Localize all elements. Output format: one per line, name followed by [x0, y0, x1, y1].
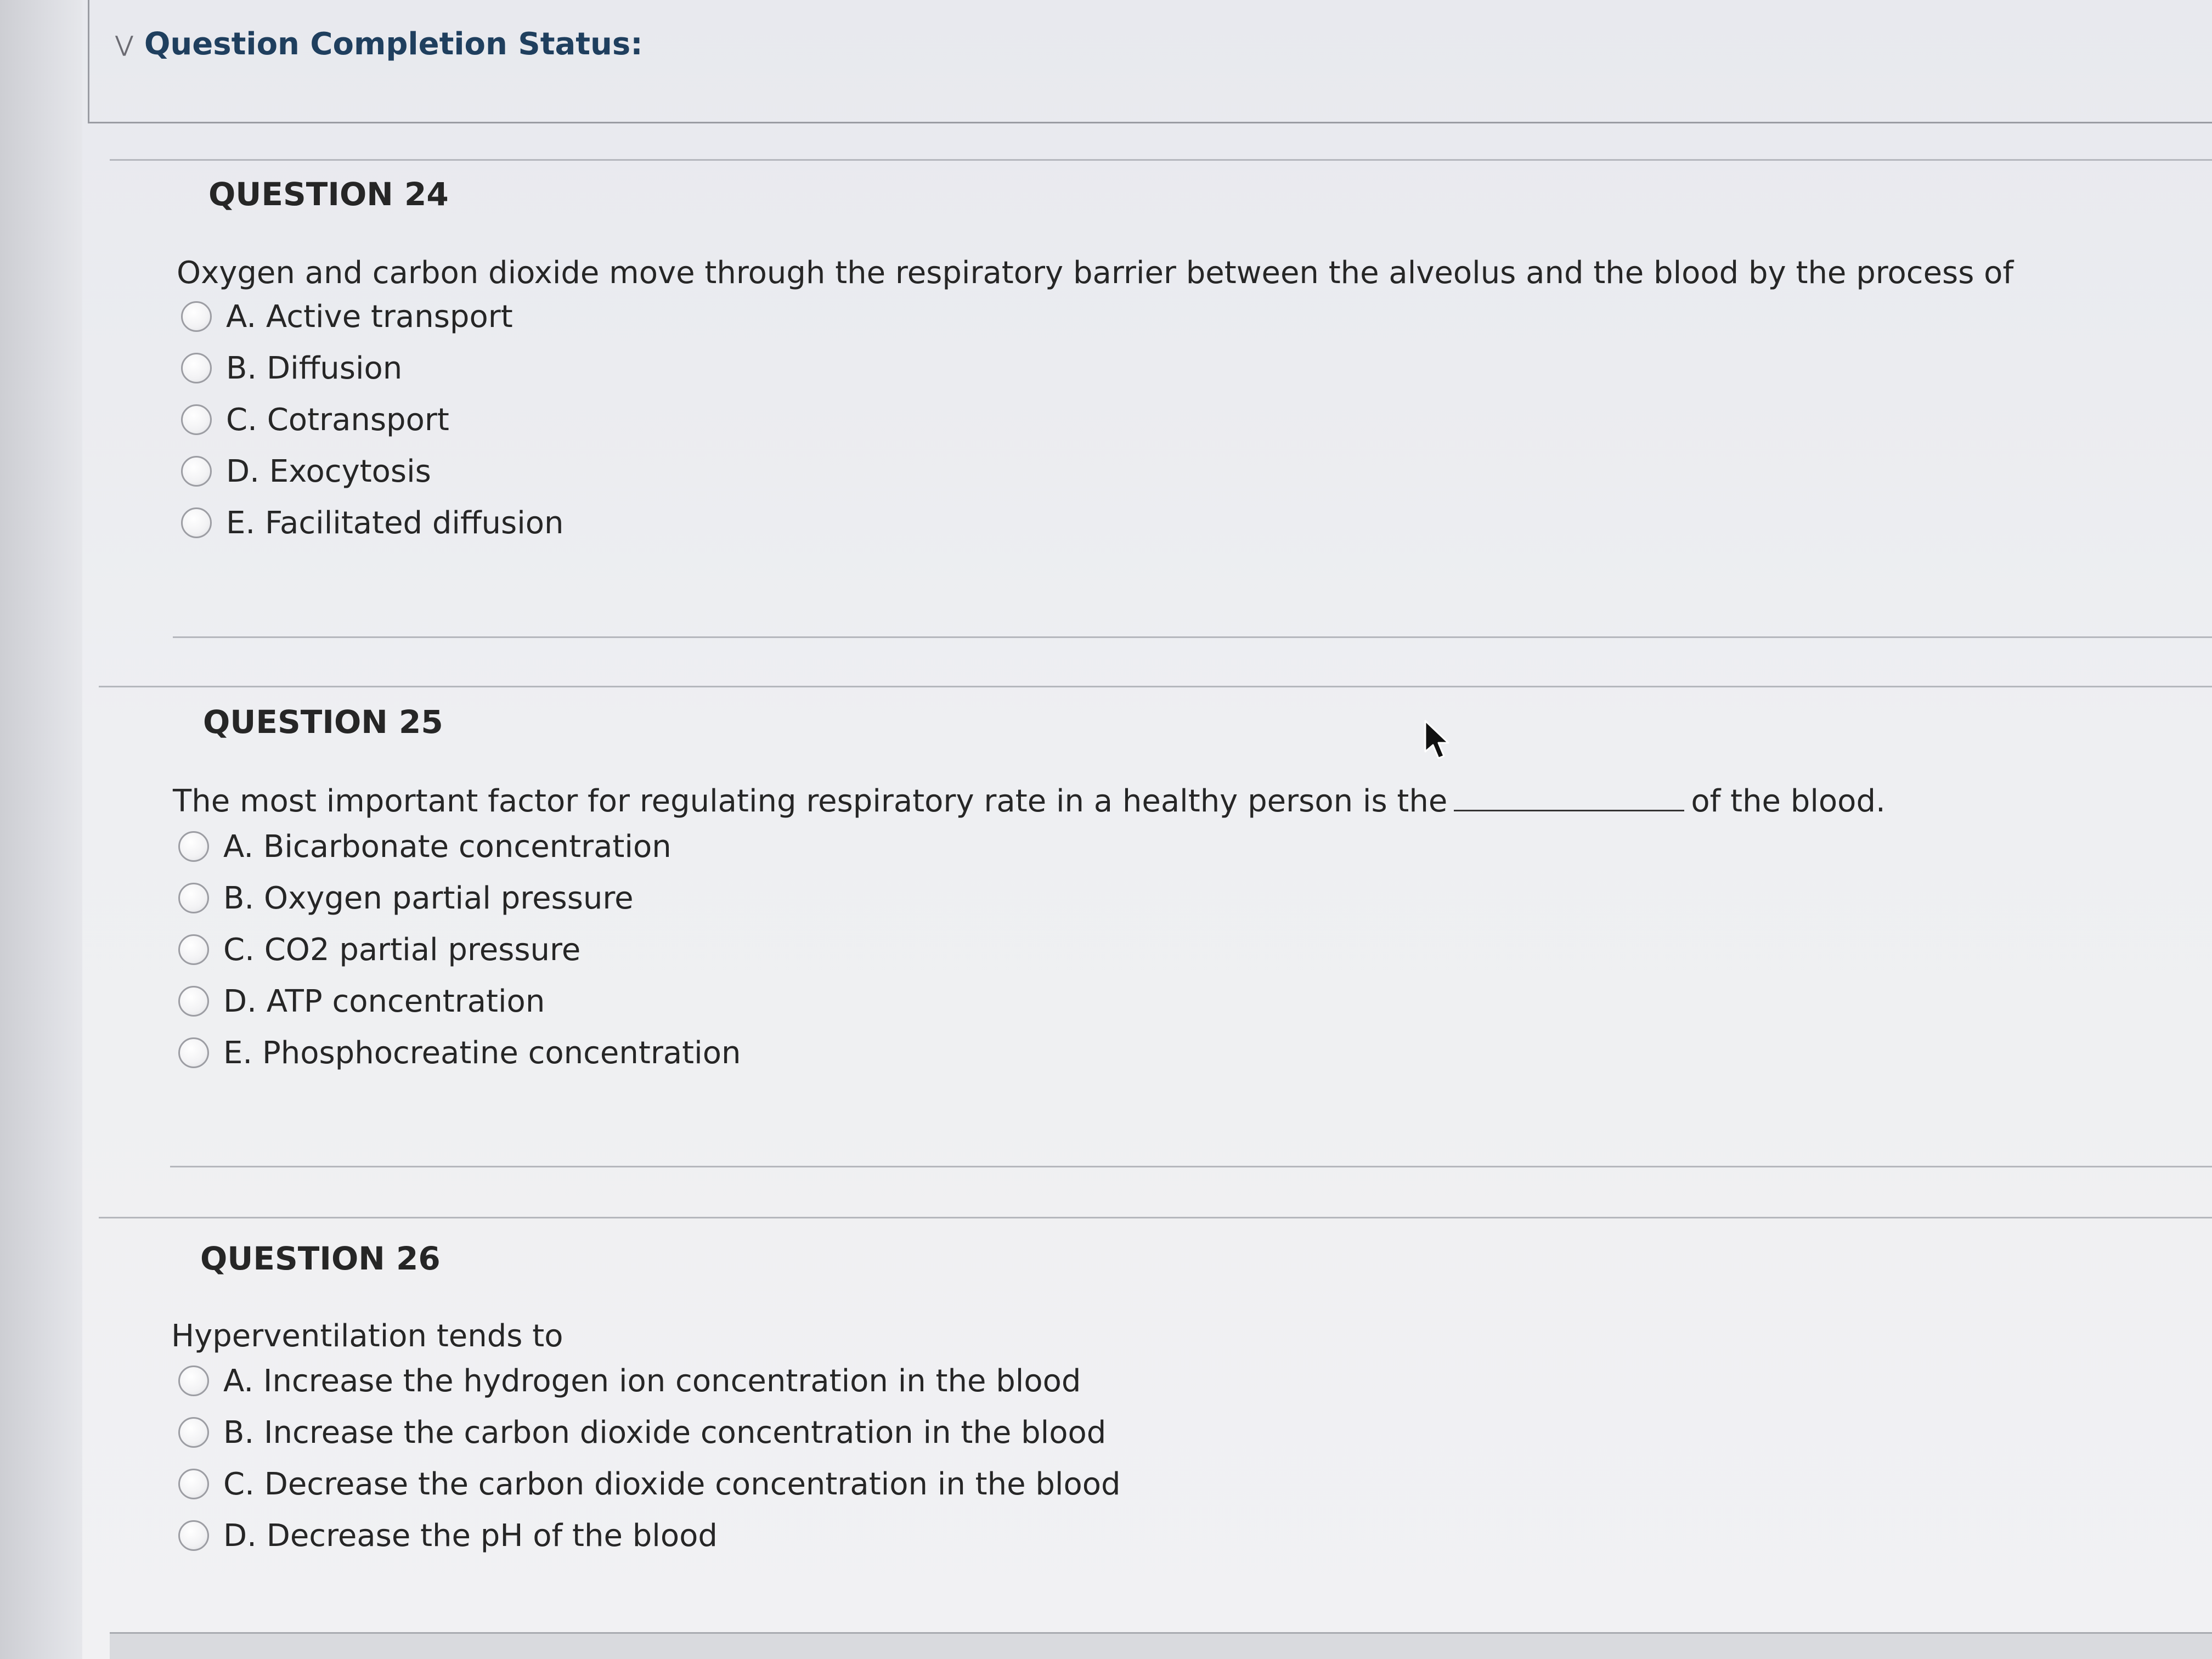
option-label: B. Diffusion — [226, 350, 403, 386]
option-d[interactable] — [178, 975, 741, 1027]
left-edge — [0, 0, 82, 1659]
question-text — [173, 783, 1886, 819]
option-b[interactable] — [178, 1407, 1121, 1458]
bottom-divider — [110, 1632, 2212, 1659]
option-label: D. Decrease the pH of the blood — [223, 1517, 718, 1554]
radio-button[interactable] — [181, 404, 212, 435]
divider — [99, 1217, 2212, 1218]
divider — [170, 1166, 2212, 1167]
question-text: Hyperventilation tends to — [171, 1318, 563, 1354]
option-a[interactable] — [178, 821, 741, 872]
question-title: QUESTION 26 — [200, 1240, 441, 1277]
option-label: D. ATP concentration — [223, 983, 545, 1019]
question-text-after: of the blood. — [1691, 783, 1886, 819]
radio-button[interactable] — [181, 301, 212, 332]
option-b[interactable] — [178, 872, 741, 924]
option-e[interactable] — [181, 497, 564, 549]
option-label: C. CO2 partial pressure — [223, 932, 581, 968]
radio-button[interactable] — [178, 1469, 209, 1499]
radio-button[interactable] — [181, 353, 212, 383]
option-a[interactable] — [181, 291, 564, 342]
option-b[interactable] — [181, 342, 564, 394]
radio-button[interactable] — [181, 507, 212, 538]
option-d[interactable] — [181, 445, 564, 497]
question-completion-status-toggle[interactable] — [115, 26, 643, 62]
answer-blank — [1454, 810, 1684, 811]
divider — [110, 159, 2212, 161]
option-c[interactable] — [178, 924, 741, 975]
question-text: Oxygen and carbon dioxide move through the respiratory barrier between the alveolus and the blood by the process of — [177, 255, 2014, 291]
option-a[interactable] — [178, 1355, 1121, 1407]
radio-button[interactable] — [178, 831, 209, 862]
radio-button[interactable] — [178, 1520, 209, 1551]
option-label: B. Increase the carbon dioxide concentration in the blood — [223, 1414, 1107, 1451]
answer-options — [181, 291, 564, 549]
option-label: A. Bicarbonate concentration — [223, 828, 672, 865]
mouse-cursor-icon — [1421, 719, 1454, 763]
option-e[interactable] — [178, 1027, 741, 1079]
option-label: C. Decrease the carbon dioxide concentration in the blood — [223, 1466, 1121, 1502]
option-label: C. Cotransport — [226, 402, 449, 438]
option-c[interactable] — [178, 1458, 1121, 1510]
question-title: QUESTION 24 — [208, 176, 449, 213]
option-label: A. Increase the hydrogen ion concentration in the blood — [223, 1363, 1081, 1399]
radio-button[interactable] — [178, 1037, 209, 1068]
radio-button[interactable] — [181, 456, 212, 487]
radio-button[interactable] — [178, 1417, 209, 1448]
option-label: A. Active transport — [226, 298, 513, 335]
option-label: B. Oxygen partial pressure — [223, 880, 634, 916]
radio-button[interactable] — [178, 1365, 209, 1396]
radio-button[interactable] — [178, 883, 209, 913]
chevron-down-icon[interactable]: ⋁ — [115, 31, 133, 57]
question-title: QUESTION 25 — [203, 703, 443, 741]
option-label: D. Exocytosis — [226, 453, 431, 489]
radio-button[interactable] — [178, 934, 209, 965]
option-c[interactable] — [181, 394, 564, 445]
radio-button[interactable] — [178, 986, 209, 1017]
divider — [99, 686, 2212, 687]
option-label: E. Facilitated diffusion — [226, 505, 564, 541]
divider — [173, 636, 2212, 638]
question-text-before: The most important factor for regulating respiratory rate in a healthy person is the — [173, 783, 1448, 819]
option-label: E. Phosphocreatine concentration — [223, 1035, 741, 1071]
answer-options — [178, 821, 741, 1079]
answer-options — [178, 1355, 1121, 1561]
status-title: Question Completion Status: — [144, 26, 643, 62]
option-d[interactable] — [178, 1510, 1121, 1561]
